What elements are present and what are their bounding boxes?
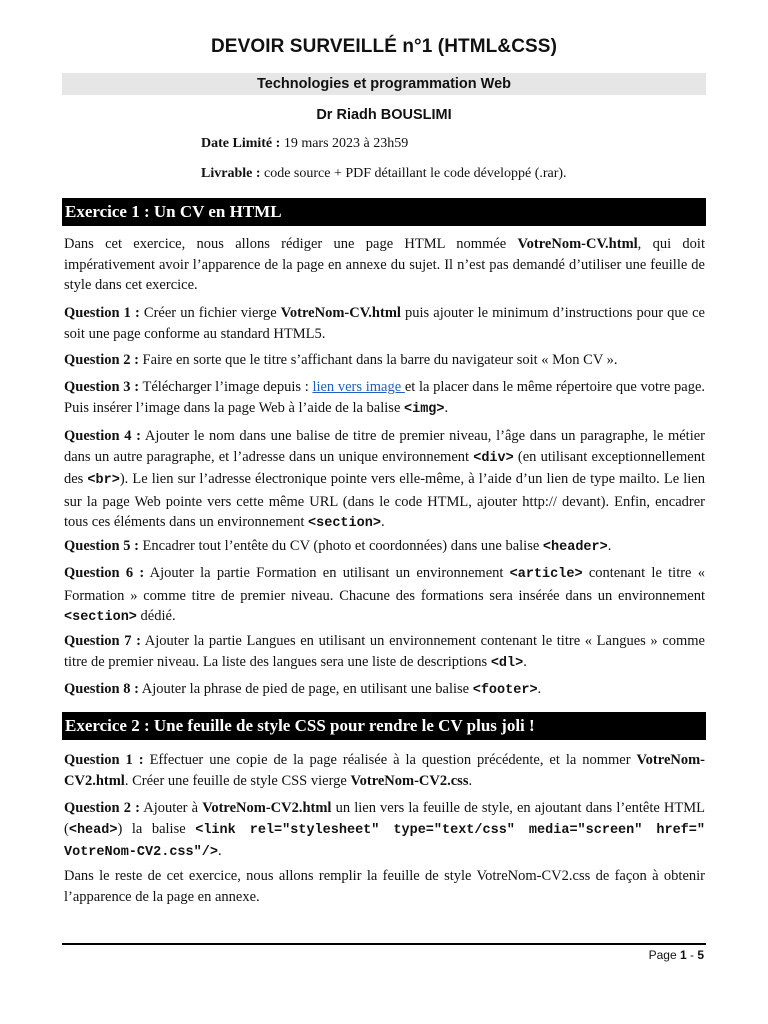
- question-label: Question 3 :: [64, 379, 140, 395]
- question-label: Question 1 :: [64, 752, 144, 768]
- question-label: Question 6 :: [64, 565, 145, 581]
- deadline-value: 19 mars 2023 à 23h59: [280, 136, 409, 151]
- question-label: Question 1 :: [64, 305, 140, 321]
- filename: VotreNom-CV.html: [517, 236, 638, 252]
- filename: VotreNom-CV2.css: [350, 772, 469, 789]
- question-label: Question 8 :: [64, 681, 139, 697]
- deliverable-value: code source + PDF détaillant le code développé (.rar).: [260, 166, 567, 181]
- ex1-question-8: Question 8 : Ajouter la phrase de pied de page, en utilisant une balise <footer>.: [64, 681, 542, 698]
- ex1-question-2: Question 2 : Faire en sorte que le titre s’affichant dans la barre du navigateur soit « Mon CV ».: [64, 352, 618, 368]
- code-tag: <footer>: [472, 683, 538, 698]
- question-label: Question 5 :: [64, 538, 139, 554]
- ex1-question-6: Question 6 : Ajouter la partie Formation en utilisant un environnement <article> contenant le titre « Formation » comme titre de premier niveau. Chacune des formations sera insérée dans un environnement <section> dédié.: [64, 565, 705, 625]
- ex2-question-2: Question 2 : Ajouter à VotreNom-CV2.html un lien vers la feuille de style, en ajoutant dans l’entête HTML (<head>) la balise <link rel="stylesheet" type="text/css" media="screen" href=" VotreNom-CV2.css"/>.: [64, 800, 705, 860]
- question-label: Question 2 :: [64, 800, 140, 816]
- deliverable-label: Livrable :: [201, 166, 261, 181]
- ex1-question-5: Question 5 : Encadrer tout l’entête du CV (photo et coordonnées) dans une balise <header>.: [64, 538, 612, 555]
- image-download-link[interactable]: lien vers image: [312, 379, 405, 395]
- ex1-question-7: Question 7 : Ajouter la partie Langues en utilisant un environnement contenant le titre « Langues » comme titre de premier niveau. La liste des langues sera une liste de descriptions <dl>.: [64, 633, 705, 671]
- question-label: Question 2 :: [64, 352, 139, 368]
- footer-divider: [62, 943, 706, 945]
- exercise-1-heading: Exercice 1 : Un CV en HTML: [62, 198, 706, 226]
- code-tag: <section>: [308, 516, 381, 531]
- document-title: DEVOIR SURVEILLÉ n°1 (HTML&CSS): [210, 36, 558, 57]
- filename: VotreNom-CV2.html: [64, 752, 706, 789]
- exercise-2-heading: Exercice 2 : Une feuille de style CSS pour rendre le CV plus joli !: [62, 712, 706, 740]
- deliverable-line: [201, 166, 567, 182]
- question-label: Question 7 :: [64, 633, 141, 649]
- ex1-question-4: Question 4 : Ajouter le nom dans une balise de titre de premier niveau, l’âge dans un paragraphe, le métier dans un autre paragraphe, et l’adresse dans un unique environnement <div> (en utilisant exceptionnellement des <br>). Le lien sur l’adresse électronique pointe vers elle-même, à l’aide d’un lien de type mailto. Le lien sur la page Web pointe vers cette même URL (dans le code HTML, ajouter http:// devant). Enfin, encadrer tous ces éléments dans un environnement <section>.: [64, 428, 705, 531]
- deadline-line: [201, 136, 408, 152]
- code-tag: <img>: [404, 401, 445, 417]
- question-label: Question 4 :: [64, 428, 141, 444]
- code-tag: <header>: [542, 540, 608, 555]
- deadline-label: Date Limité :: [201, 136, 281, 151]
- filename: VotreNom-CV.html: [280, 305, 401, 321]
- code-tag: <section>: [64, 610, 137, 625]
- code-tag: <head>: [68, 822, 118, 838]
- ex1-question-1: Question 1 : Créer un fichier vierge VotreNom-CV.html puis ajouter le minimum d’instructions pour que ce soit une page conforme au standard HTML5.: [64, 305, 705, 342]
- author-name: Dr Riadh BOUSLIMI: [316, 107, 452, 123]
- course-subtitle: Technologies et programmation Web: [62, 73, 706, 95]
- ex2-question-1: Question 1 : Effectuer une copie de la page réalisée à la question précédente, et la nommer VotreNom-CV2.html. Créer une feuille de style CSS vierge VotreNom-CV2.css.: [64, 752, 706, 789]
- page-number: Page 1 - 5: [648, 948, 704, 962]
- ex1-question-3: Question 3 : Télécharger l’image depuis : lien vers image et la placer dans le même répertoire que votre page. Puis insérer l’image dans la page Web à l’aide de la balise <img>.: [64, 379, 706, 417]
- code-tag: <dl>: [490, 655, 524, 671]
- ex2-outro: Dans le reste de cet exercice, nous allons remplir la feuille de style VotreNom-CV2.css de façon à obtenir l’apparence de la page en annexe.: [64, 868, 705, 905]
- filename: VotreNom-CV2.html: [202, 800, 332, 816]
- code-tag: <br>: [87, 473, 120, 488]
- code-tag: <link rel="stylesheet" type="text/css" media="screen" href=" VotreNom-CV2.css"/>: [64, 822, 705, 860]
- code-tag: <div>: [473, 450, 514, 466]
- exercise-1-intro: Dans cet exercice, nous allons rédiger une page HTML nommée VotreNom-CV.html, qui doit impérativement avoir l’apparence de la page en annexe du sujet. Il n’est pas demandé d’utiliser une feuille de style dans cet exercice.: [64, 236, 705, 293]
- code-tag: <article>: [509, 567, 583, 582]
